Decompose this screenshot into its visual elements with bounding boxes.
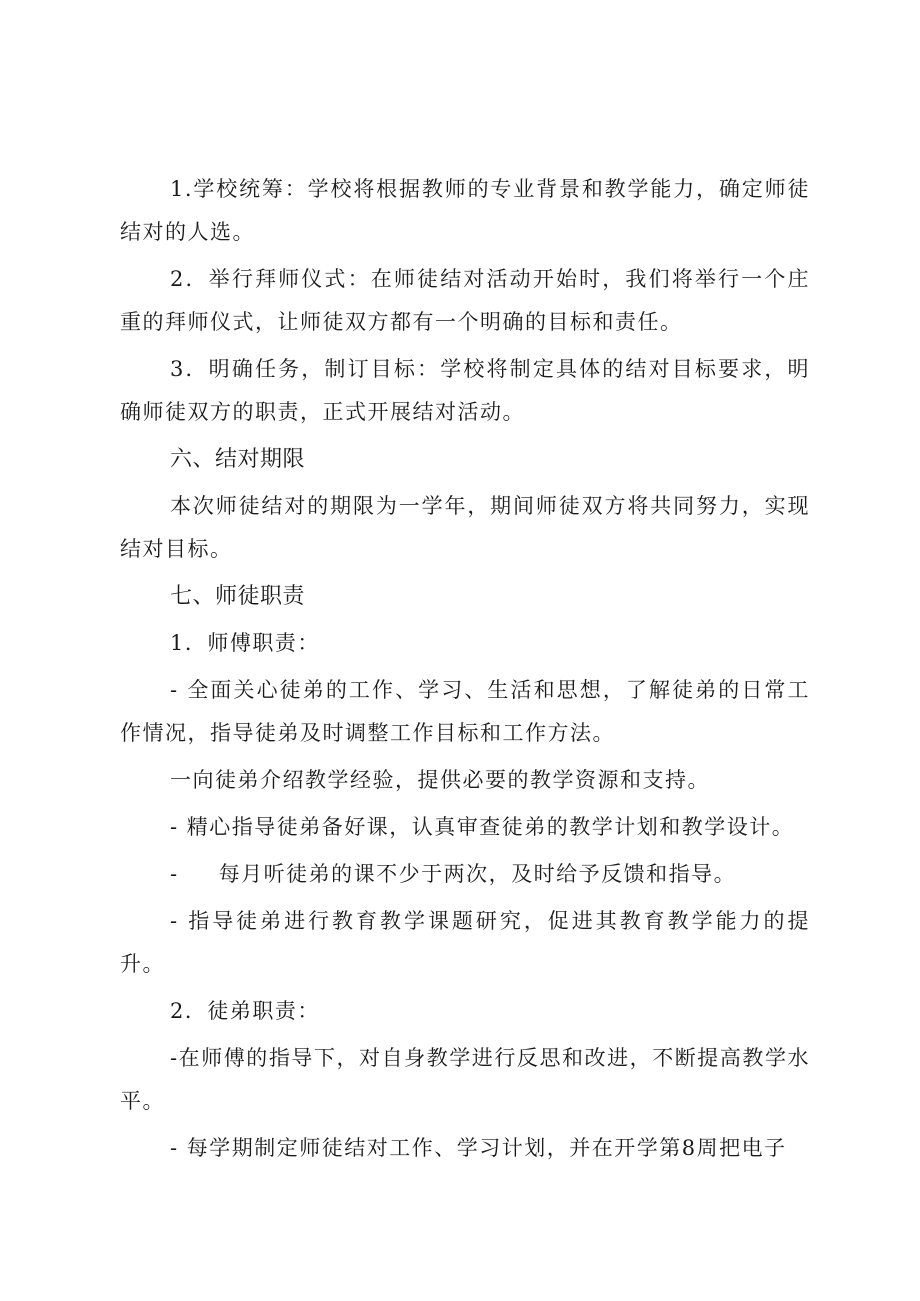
bullet-dash: - — [170, 862, 179, 886]
paragraph-master-duties: 1．师傅职责： — [170, 631, 320, 655]
bullet-plan: - 每学期制定师徒结对工作、学习计划，并在开学第8周把电子 — [170, 1136, 787, 1160]
paragraph-period: 本次师徒结对的期限为一学年，期间师徒双方将共同努力，实现结对目标。 — [120, 494, 810, 561]
paragraph-apprentice-duties: 2．徒弟职责： — [170, 999, 320, 1023]
heading-pairing-period: 六、结对期限 — [170, 447, 306, 472]
bullet-observe-text: 每月听徒弟的课不少于两次，及时给予反馈和指导。 — [218, 862, 737, 886]
bullet-care: - 全面关心徒弟的工作、学习、生活和思想，了解徒弟的日常工作情况，指导徒弟及时调整工作目标和工作方法。 — [120, 678, 810, 745]
paragraph-ceremony: 2．举行拜师仪式：在师徒结对活动开始时，我们将举行一个庄重的拜师仪式，让师徒双方都有一个明确的目标和责任。 — [120, 267, 810, 334]
paragraph-school-coordination: 1.学校统筹：学校将根据教师的专业背景和教学能力，确定师徒结对的人选。 — [120, 177, 810, 244]
paragraph-clear-tasks: 3．明确任务，制订目标：学校将制定具体的结对目标要求，明确师徒双方的职责，正式开展结对活动。 — [120, 357, 810, 424]
bullet-lesson-prep: - 精心指导徒弟备好课，认真审查徒弟的教学计划和教学设计。 — [170, 815, 795, 839]
bullet-experience: 一向徒弟介绍教学经验，提供必要的教学资源和支持。 — [170, 768, 710, 792]
heading-duties: 七、师徒职责 — [170, 584, 306, 609]
bullet-research: - 指导徒弟进行教育教学课题研究，促进其教育教学能力的提升。 — [120, 909, 810, 976]
document-body — [120, 168, 810, 1174]
bullet-reflect: -在师傅的指导下，对自身教学进行反思和改进，不断提高教学水平。 — [120, 1046, 810, 1113]
bullet-observe — [120, 853, 810, 896]
